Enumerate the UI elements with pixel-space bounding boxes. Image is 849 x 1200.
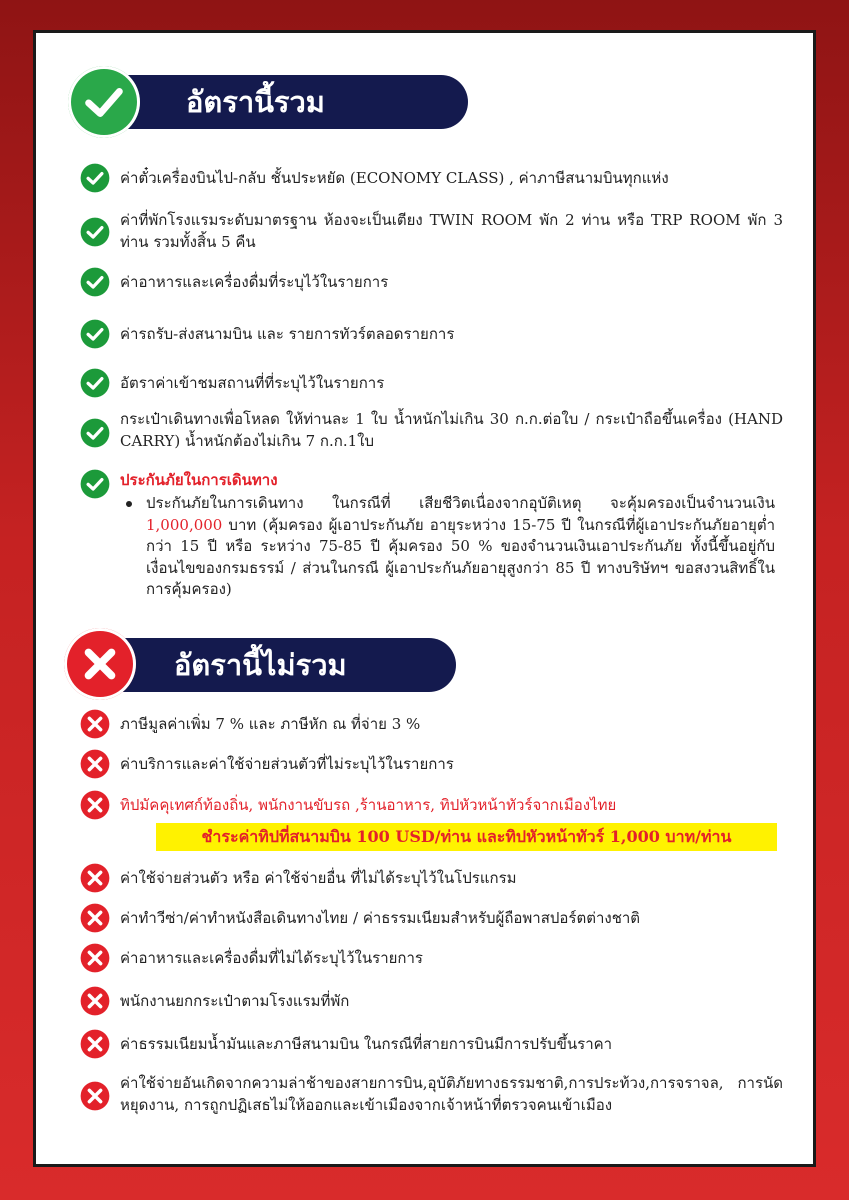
tip-highlight: ชำระค่าทิปที่สนามบิน 100 USD/ท่าน และทิปหัวหน้าทัวร์ 1,000 บาท/ท่าน (156, 823, 777, 851)
excluded-item-text: พนักงานยกกระเป๋าตามโรงแรมที่พัก (120, 992, 350, 1010)
bullet-dot (126, 501, 132, 507)
included-item-text: กระเป๋าเดินทางเพื่อโหลด ให้ท่านละ 1 ใบ น้ำหนักไม่เกิน 30 ก.ก.ต่อใบ / กระเป๋าถือขึ้นเครื่อง (HAND CARRY) น้ำหนักต้องไม่เกิน 7 ก.ก.1ใบ (120, 410, 783, 450)
included-banner (98, 75, 468, 129)
x-circle-icon (80, 943, 110, 973)
x-badge-icon (64, 628, 136, 700)
x-circle-icon (80, 903, 110, 933)
excluded-banner (98, 638, 456, 692)
included-item-text: ค่าที่พักโรงแรมระดับมาตรฐาน ห้องจะเป็นเตียง TWIN ROOM พัก 2 ท่าน หรือ TRP ROOM พัก 3 ท่าน รวมทั้งสิ้น 5 คืน (120, 211, 783, 251)
check-circle-icon (80, 163, 110, 193)
included-item-text: ค่าอาหารและเครื่องดื่มที่ระบุไว้ในรายการ (120, 273, 389, 291)
excluded-item-text: ค่าทำวีซ่า/ค่าทำหนังสือเดินทางไทย / ค่าธรรมเนียมสำหรับผู้ถือพาสปอร์ตต่างชาติ (120, 909, 641, 927)
excluded-title: อัตรานี้ไม่รวม (174, 648, 347, 682)
included-item-text: ค่าตั๋วเครื่องบินไป-กลับ ชั้นประหยัด (ECONOMY CLASS) , ค่าภาษีสนามบินทุกแห่ง (120, 169, 669, 187)
x-circle-icon (80, 1029, 110, 1059)
check-circle-icon (80, 368, 110, 398)
check-circle-icon (80, 217, 110, 247)
check-circle-icon (80, 267, 110, 297)
included-item-text: ค่ารถรับ-ส่งสนามบิน และ รายการทัวร์ตลอดรายการ (120, 325, 455, 343)
x-circle-icon (80, 790, 110, 820)
excluded-item-text: ค่าใช้จ่ายส่วนตัว หรือ ค่าใช้จ่ายอื่น ที่ไม่ได้ระบุไว้ในโปรแกรม (120, 869, 517, 887)
x-circle-icon (80, 986, 110, 1016)
x-circle-icon (80, 863, 110, 893)
check-circle-icon (80, 418, 110, 448)
x-circle-icon (80, 709, 110, 739)
excluded-item-text: ค่าอาหารและเครื่องดื่มที่ไม่ได้ระบุไว้ในรายการ (120, 949, 423, 967)
insurance-text-post: บาท (คุ้มครอง ผู้เอาประกันภัย อายุระหว่าง 15-75 ปี ในกรณีที่ผู้เอาประกันภัยอายุต่ำกว่า 15 ปี หรือ ระหว่าง 75-85 ปี คุ้มครอง 50 % ของจำนวนเงินเอาประกันภัย ทั้งนี้ขึ้นอยู่กับเงื่อนไขของกรมธรรม์ / ส่วนในกรณี ผู้เอาประกันภัยอายุสูงกว่า 85 ปี ทางบริษัทฯ ขอสงวนสิทธิ์ในการคุ้มครอง) (146, 515, 775, 598)
insurance-detail (146, 493, 775, 601)
content-card (33, 30, 816, 1167)
excluded-item-text: ค่าใช้จ่ายอันเกิดจากความล่าช้าของสายการบิน,อุบัติภัยทางธรรมชาติ,การประท้วง,การจราจล, การนัดหยุดงาน, การถูกปฏิเสธไม่ให้ออกและเข้าเมืองจากเจ้าหน้าที่ตรวจคนเข้าเมือง (120, 1074, 783, 1114)
x-circle-icon (80, 749, 110, 779)
insurance-text-pre: ประกันภัยในการเดินทาง ในกรณีที่ เสียชีวิตเนื่องจากอุบัติเหตุ จะคุ้มครองเป็นจำนวนเงิน (146, 494, 775, 512)
insurance-title: ประกันภัยในการเดินทาง (120, 471, 278, 489)
check-circle-icon (80, 469, 110, 499)
x-circle-icon (80, 1081, 110, 1111)
included-title: อัตรานี้รวม (186, 85, 325, 119)
check-circle-icon (80, 319, 110, 349)
excluded-item-text: ค่าธรรมเนียมน้ำมันและภาษีสนามบิน ในกรณีที่สายการบินมีการปรับขึ้นราคา (120, 1035, 613, 1053)
excluded-item-text: ภาษีมูลค่าเพิ่ม 7 % และ ภาษีหัก ณ ที่จ่าย 3 % (120, 715, 421, 733)
excluded-item-text: ค่าบริการและค่าใช้จ่ายส่วนตัวที่ไม่ระบุไว้ในรายการ (120, 755, 454, 773)
included-item-text: อัตราค่าเข้าชมสถานที่ที่ระบุไว้ในรายการ (120, 374, 385, 392)
insurance-amount: 1,000,000 (146, 515, 223, 534)
check-badge-icon (68, 66, 140, 138)
excluded-tip-text: ทิปมัคคุเทศก์ท้องถิ่น, พนักงานขับรถ ,ร้านอาหาร, ทิปหัวหน้าทัวร์จากเมืองไทย (120, 796, 617, 814)
